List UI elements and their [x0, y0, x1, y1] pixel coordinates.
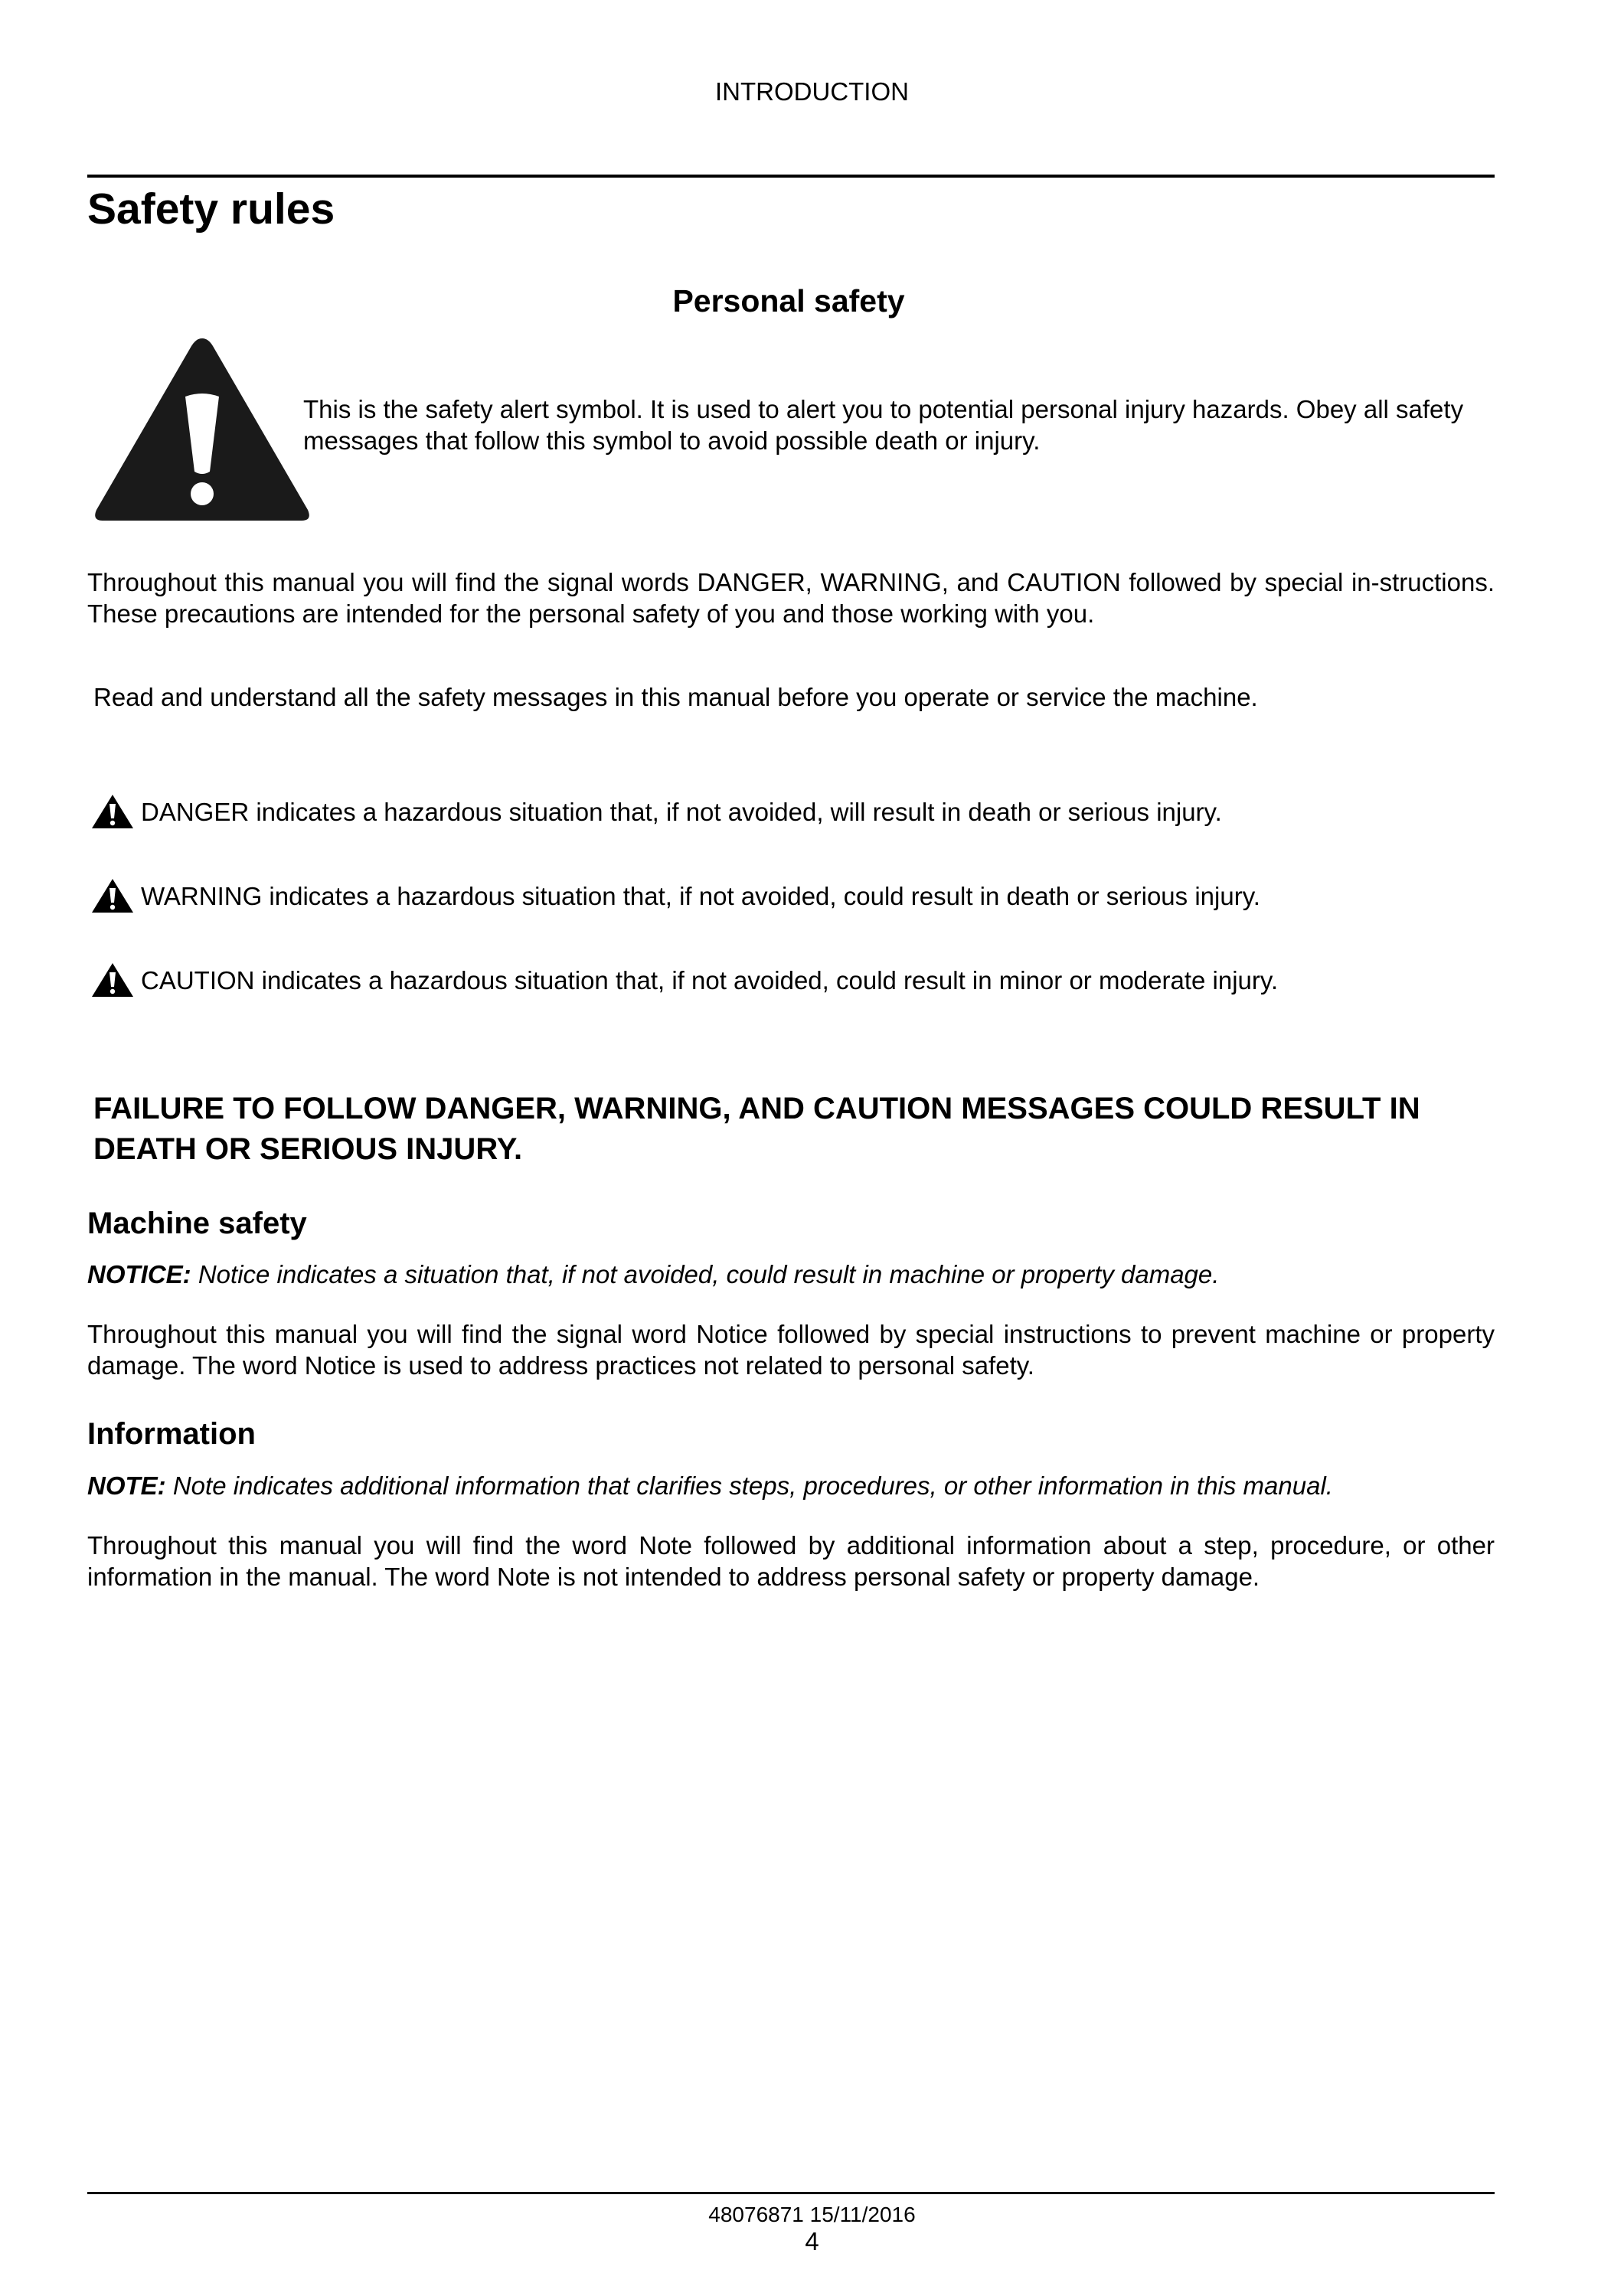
danger-text: DANGER indicates a hazardous situation that, if not avoided, will result in death or serious injury.	[141, 797, 1222, 826]
danger-alert-icon	[90, 793, 135, 830]
alert-symbol-description: This is the safety alert symbol. It is used to alert you to potential personal injury hazards. Obey all safety messages that follow this symbol to avoid possible death or injury.	[303, 395, 1464, 455]
personal-safety-heading: Personal safety	[672, 283, 905, 318]
caution-statement	[90, 962, 1278, 998]
information-heading: Information	[87, 1417, 256, 1451]
note-text: Note indicates additional information that clarifies steps, procedures, or other information in this manual.	[172, 1471, 1333, 1500]
footer-rule	[87, 2192, 1495, 2194]
note-statement	[87, 1470, 1495, 1501]
notice-label: NOTICE:	[87, 1260, 191, 1288]
failure-warning: FAILURE TO FOLLOW DANGER, WARNING, AND CAUTION MESSAGES COULD RESULT IN DEATH OR SERIOUS INJURY.	[93, 1092, 1420, 1166]
safety-alert-icon	[90, 329, 314, 527]
machine-safety-heading: Machine safety	[87, 1207, 307, 1240]
danger-statement	[90, 793, 1222, 830]
notice-statement	[87, 1259, 1495, 1290]
signal-words-paragraph: Throughout this manual you will find the signal words DANGER, WARNING, and CAUTION followed by special in-structions. These precautions are intended for the personal safety of you and those working with you.	[87, 568, 1495, 628]
document-code: 48076871 15/11/2016	[708, 2203, 916, 2226]
caution-text: CAUTION indicates a hazardous situation that, if not avoided, could result in minor or moderate injury.	[141, 965, 1279, 994]
notice-text: Notice indicates a situation that, if not avoided, could result in machine or property damage.	[198, 1260, 1220, 1288]
caution-alert-icon	[90, 962, 135, 998]
notice-paragraph: Throughout this manual you will find the signal word Notice followed by special instructions to prevent machine or property damage. The word Notice is used to address practices not related to personal safety.	[87, 1320, 1495, 1380]
page-header: INTRODUCTION	[715, 77, 909, 106]
note-paragraph: Throughout this manual you will find the word Note followed by additional information about a step, procedure, or other information in the manual. The word Note is not intended to address personal safety or property damage.	[87, 1531, 1495, 1591]
page-title: Safety rules	[87, 185, 335, 234]
warning-text: WARNING indicates a hazardous situation that, if not avoided, could result in death or serious injury.	[141, 881, 1260, 910]
warning-statement	[90, 877, 1260, 914]
note-label: NOTE:	[87, 1471, 166, 1500]
warning-alert-icon	[90, 877, 135, 914]
read-messages-paragraph: Read and understand all the safety messages in this manual before you operate or service the machine.	[93, 683, 1258, 711]
page-number: 4	[805, 2227, 819, 2255]
header-rule	[87, 175, 1495, 178]
